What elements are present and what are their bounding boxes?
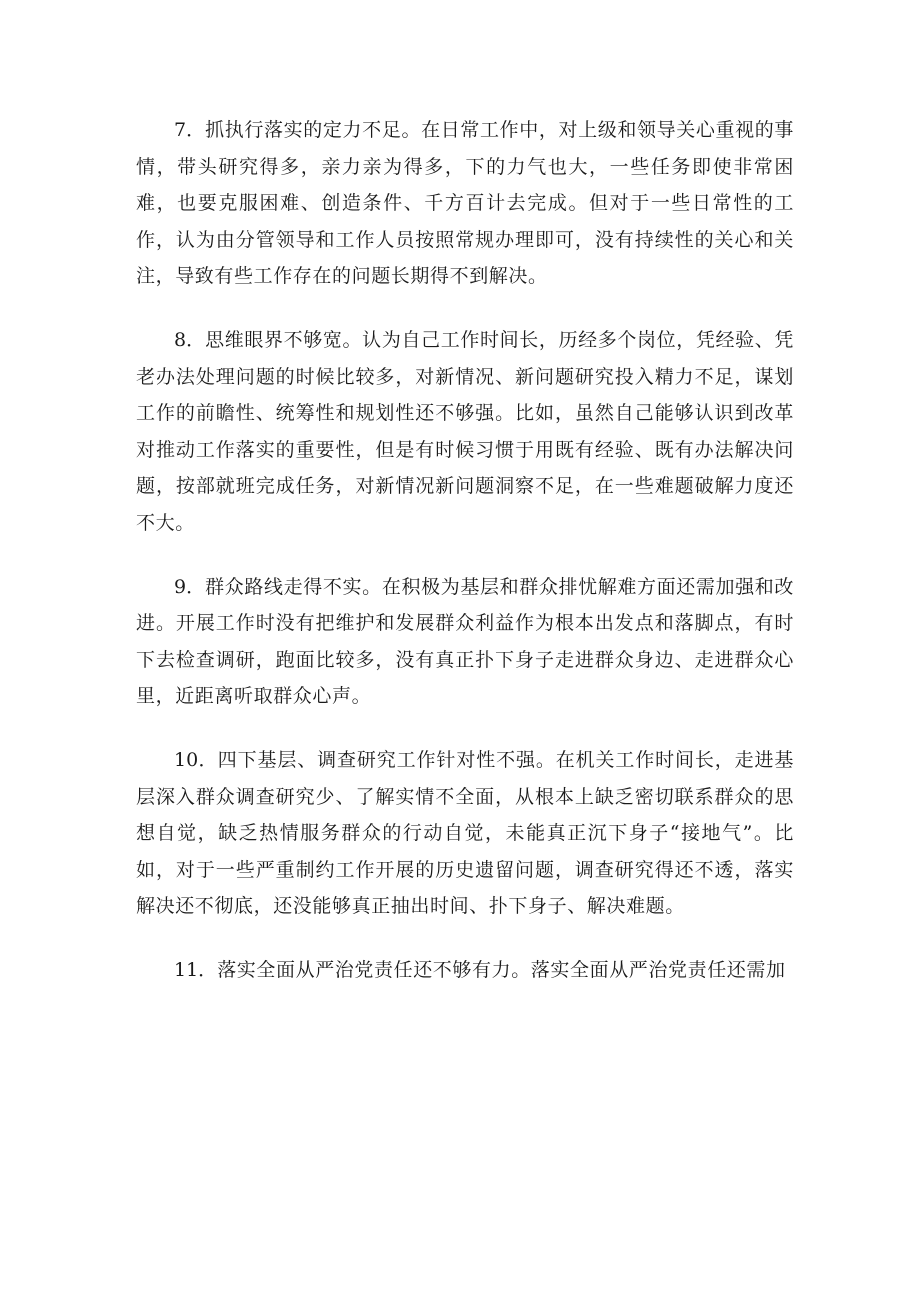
paragraph-number: 8． xyxy=(174,328,206,351)
paragraph-number: 11． xyxy=(174,958,218,981)
paragraph-10 xyxy=(136,742,794,925)
paragraph-9 xyxy=(136,569,794,715)
paragraph-number: 9． xyxy=(174,575,206,598)
paragraph-7 xyxy=(136,112,794,295)
paragraph-text: 思维眼界不够宽。认为自己工作时间长，历经多个岗位，凭经验、凭老办法处理问题的时候比较多，对新情况、新问题研究投入精力不足，谋划工作的前瞻性、统筹性和规划性还不够强。比如，虽然自己能够认识到改革对推动工作落实的重要性，但是有时候习惯于用既有经验、既有办法解决问题，按部就班完成任务，对新情况新问题洞察不足，在一些难题破解力度还不大。 xyxy=(136,328,794,534)
paragraph-number: 7． xyxy=(174,119,206,141)
paragraph-text: 四下基层、调查研究工作针对性不强。在机关工作时间长，走进基层深入群众调查研究少、了解实情不全面，从根本上缺乏密切联系群众的思想自觉，缺乏热情服务群众的行动自觉，未能真正沉下身子“接地气”。比如，对于一些严重制约工作开展的历史遗留问题，调查研究得还不透，落实解决还不彻底，还没能够真正抽出时间、扑下身子、解决难题。 xyxy=(136,748,794,918)
paragraph-11 xyxy=(136,952,794,989)
paragraph-text: 落实全面从严治党责任还不够有力。落实全面从严治党责任还需加 xyxy=(217,958,786,981)
paragraph-text: 群众路线走得不实。在积极为基层和群众排忧解难方面还需加强和改进。开展工作时没有把维护和发展群众利益作为根本出发点和落脚点，有时下去检查调研，跑面比较多，没有真正扑下身子走进群众身边、走进群众心里，近距离听取群众心声。 xyxy=(136,575,794,708)
paragraph-8 xyxy=(136,322,794,542)
document-body xyxy=(136,112,794,1015)
paragraph-text: 抓执行落实的定力不足。在日常工作中，对上级和领导关心重视的事情，带头研究得多，亲力亲为得多，下的力气也大，一些任务即使非常困难，也要克服困难、创造条件、千方百计去完成。但对于一些日常性的工作，认为由分管领导和工作人员按照常规办理即可，没有持续性的关心和关注，导致有些工作存在的问题长期得不到解决。 xyxy=(136,119,794,288)
paragraph-number: 10． xyxy=(174,748,218,771)
